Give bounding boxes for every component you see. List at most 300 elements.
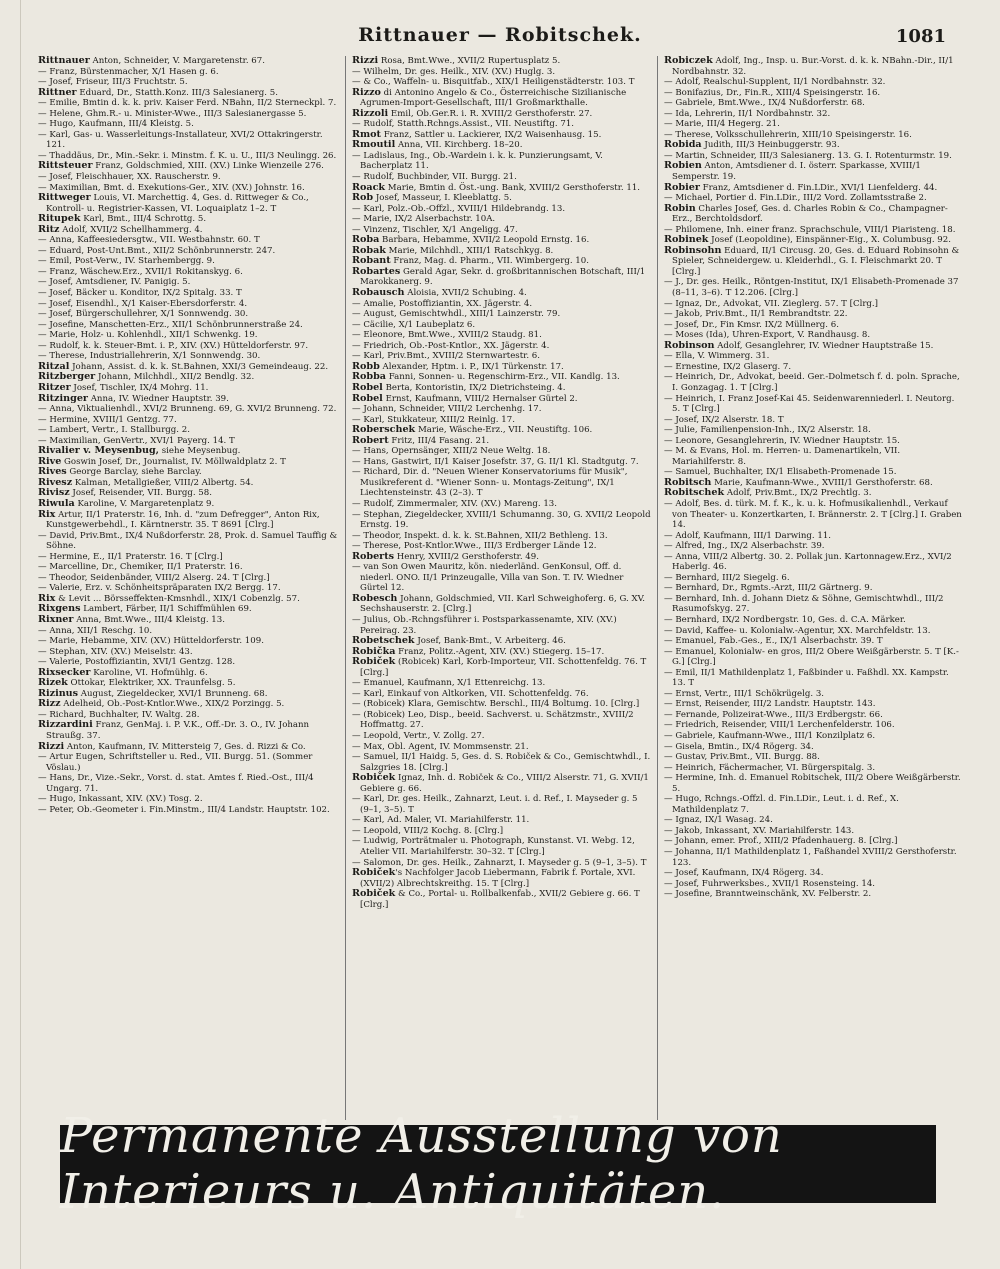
directory-entry bbox=[352, 742, 651, 753]
entry-details: — Eduard, Post-Unt.Bmt., XII/2 Schönbrunnerstr. 247. bbox=[38, 245, 276, 256]
entry-details: — Karl, Gas- u. Wasserleitungs-Installateur, XVI/2 Ottakringerstr. 121. bbox=[38, 129, 323, 151]
entry-surname: Robb bbox=[352, 360, 380, 372]
entry-surname: Rizzardini bbox=[38, 719, 93, 731]
directory-entry bbox=[664, 299, 965, 310]
entry-details: — Salomon, Dr. ges. Heilk., Zahnarzt, I. Mayseder g. 5 (9–1, 3–5). T bbox=[352, 857, 647, 868]
directory-entry bbox=[38, 119, 339, 130]
entry-surname: Robak bbox=[352, 244, 386, 256]
directory-entry bbox=[38, 277, 339, 288]
directory-entry bbox=[664, 763, 965, 774]
directory-entry bbox=[352, 235, 651, 246]
directory-entry bbox=[38, 552, 339, 563]
directory-entry bbox=[38, 467, 339, 478]
entry-details: — Stephan, Ziegeldecker, XVIII/1 Schumanng. 30, G. XVII/2 Leopold Ernstg. 19. bbox=[352, 509, 651, 531]
directory-entry bbox=[352, 594, 651, 615]
entry-details: — Hermine, Inh. d. Emanuel Robitschek, III/2 Obere Weißgärberstr. 5. bbox=[664, 773, 961, 794]
directory-entry bbox=[664, 794, 965, 815]
entry-details: — Josefine, Manschetten-Erz., XII/1 Schönbrunnerstraße 24. bbox=[38, 319, 303, 330]
directory-entry bbox=[352, 678, 651, 689]
entry-surname: Robiček bbox=[352, 772, 396, 784]
directory-entry bbox=[352, 457, 651, 468]
entry-details: Anna, VII. Kirchberg. 18–20. bbox=[395, 140, 523, 151]
directory-entry bbox=[352, 552, 651, 563]
entry-surname: Rix bbox=[38, 592, 56, 604]
entry-details: — Artur Eugen, Schriftsteller u. Red., VII. Burgg. 51. (Sommer Vöslau.) bbox=[38, 752, 313, 773]
directory-entry bbox=[352, 77, 651, 88]
directory-entry bbox=[38, 446, 339, 457]
entry-details: — Friedrich, Ob.-Post-Kntlor., XX. Jägerstr. 4. bbox=[352, 340, 550, 351]
entry-details: — Hans, Gastwirt, II/1 Kaiser Josefstr. 37, G. II/1 Kl. Stadtgutg. 7. bbox=[352, 456, 639, 467]
directory-entry bbox=[38, 604, 339, 615]
page-margin-line bbox=[20, 0, 21, 1269]
entry-details: — Josef, Fleischhauer, XX. Rauscherstr. 9. bbox=[38, 172, 221, 183]
entry-details: — Gabriele, Kaufmann-Wwe., III/1 Konzilplatz 6. bbox=[664, 731, 876, 741]
directory-entry bbox=[352, 214, 651, 225]
directory-entry bbox=[352, 615, 651, 636]
entry-details: — Lambert, Vertr., I. Stallburgg. 2. bbox=[38, 425, 190, 436]
entry-surname: Rivalier v. Meysenbug, bbox=[38, 445, 159, 457]
directory-entry bbox=[352, 225, 651, 236]
directory-entry bbox=[352, 436, 651, 447]
entry-details: Lambert, Färber, II/1 Schiffmühlen 69. bbox=[80, 604, 252, 615]
entry-details: — Philomene, Inh. einer franz. Sprachschule, VIII/1 Piaristeng. 18. bbox=[664, 224, 956, 235]
entry-details: — Gabriele, Bmt.Wwe., IX/4 Nußdorferstr. 68. bbox=[664, 98, 865, 109]
entry-details: Aloisia, XVII/2 Schubing. 4. bbox=[404, 288, 527, 299]
directory-entry bbox=[352, 446, 651, 457]
directory-entry bbox=[352, 499, 651, 510]
entry-surname: Ritzal bbox=[38, 360, 70, 372]
directory-entry bbox=[664, 183, 965, 194]
directory-entry bbox=[664, 773, 965, 794]
entry-details: Anna, IV. Wiedner Hauptstr. 39. bbox=[87, 393, 229, 404]
directory-entry bbox=[352, 467, 651, 499]
directory-entry bbox=[38, 98, 339, 109]
advertisement-banner: Permanente Ausstellung von Interieurs u. Antiquitäten. bbox=[60, 1125, 936, 1203]
entry-details: — Ernst, Reisender, III/2 Landstr. Hauptstr. 143. bbox=[664, 699, 876, 710]
entry-details: Marie, Milchhdl., XIII/1 Ratschkyg. 8. bbox=[385, 245, 554, 256]
directory-entry bbox=[38, 573, 339, 584]
directory-entry bbox=[352, 710, 651, 731]
entry-surname: Rive bbox=[38, 455, 62, 467]
directory-entry bbox=[664, 88, 965, 99]
directory-entry bbox=[352, 341, 651, 352]
directory-entry bbox=[38, 330, 339, 341]
directory-entry bbox=[352, 752, 651, 773]
column-right bbox=[658, 56, 971, 1120]
entry-details: — Marie, Holz- u. Kohlenhdl., XII/1 Schwenkg. 19. bbox=[38, 330, 258, 341]
entry-details: Ernst, Kaufmann, VIII/2 Hernalser Gürtel 2. bbox=[382, 393, 578, 404]
directory-entry bbox=[38, 109, 339, 120]
entry-surname: Robba bbox=[352, 371, 387, 383]
directory-entry bbox=[664, 193, 965, 204]
directory-entry bbox=[664, 710, 965, 721]
entry-details: — Johann, emer. Prof., XIII/2 Pfadenhauerg. 8. [Clrg.] bbox=[664, 836, 898, 847]
entry-details: — Josef, Fuhrwerksbes., XVII/1 Rosensteing. 14. bbox=[664, 878, 876, 889]
directory-entry bbox=[352, 320, 651, 331]
entry-surname: Rizek bbox=[38, 677, 68, 689]
directory-entry bbox=[664, 889, 965, 900]
entry-surname: Robiček bbox=[352, 656, 396, 668]
directory-entry bbox=[352, 731, 651, 742]
directory-entry bbox=[38, 235, 339, 246]
entry-details: — Hermine, E., II/1 Praterstr. 16. T [Clrg.] bbox=[38, 551, 223, 562]
entry-details: — (Robicek) Leo, Disp., beeid. Sachverst. u. Schätzmstr., XVIII/2 Hoffmattg. 27. bbox=[352, 709, 634, 731]
entry-surname: Robiček bbox=[352, 867, 396, 879]
entry-surname: Riwula bbox=[38, 497, 75, 509]
directory-entry bbox=[38, 425, 339, 436]
entry-details: — Cäcilie, X/1 Laubeplatz 6. bbox=[352, 319, 476, 330]
directory-entry bbox=[664, 309, 965, 320]
entry-details: — Valerie, Erz. v. Schönheitspräparaten IX/2 Bergg. 17. bbox=[38, 583, 281, 594]
entry-details: Anna, Bmt.Wwe., III/4 Kleistg. 13. bbox=[73, 614, 225, 625]
entry-details: Franz, Politz.-Agent, XIV. (XV.) Stiegerg. 15–17. bbox=[395, 646, 605, 657]
entry-surname: Robinsohn bbox=[664, 244, 722, 256]
entry-details: Adolf, Priv.Bmt., IX/2 Prechtlg. 3. bbox=[724, 488, 872, 499]
directory-entry bbox=[664, 151, 965, 162]
entry-details: Marie, Kaufmann-Wwe., XVIII/1 Gersthoferstr. 68. bbox=[711, 477, 933, 488]
entry-details: — Eleonore, Bmt.Wwe., XVIII/2 Staudg. 81. bbox=[352, 330, 542, 341]
entry-surname: Rivesz bbox=[38, 476, 73, 488]
entry-surname: Ritzberger bbox=[38, 371, 96, 383]
entry-details: George Barclay, siehe Barclay. bbox=[66, 467, 202, 478]
entry-surname: Ritupek bbox=[38, 213, 81, 225]
entry-details: — Ignaz, IX/1 Wasag. 24. bbox=[664, 815, 773, 826]
entry-surname: Rmot bbox=[352, 128, 381, 140]
directory-entry bbox=[664, 372, 965, 393]
entry-details: — Theodor, Inspekt. d. k. k. St.Bahnen, XII/2 Bethleng. 13. bbox=[352, 530, 608, 541]
directory-entry bbox=[38, 415, 339, 426]
entry-surname: Robička bbox=[352, 645, 396, 657]
directory-entry bbox=[664, 436, 965, 447]
entry-details: — Hugo, Rchngs.-Offzl. d. Fin.LDir., Leut. i. d. Ref., X. Mathildenplatz 7. bbox=[664, 794, 899, 815]
directory-entry bbox=[664, 626, 965, 637]
entry-details: Josef, Bank-Bmt., V. Arbeiterg. 46. bbox=[414, 636, 566, 647]
directory-entry bbox=[352, 88, 651, 109]
directory-entry bbox=[352, 815, 651, 826]
entry-details: — Leopold, Vertr., V. Zollg. 27. bbox=[352, 731, 485, 741]
entry-details: Johann, Assist. d. k. k. St.Bahnen, XXI/3 Gemeindeaug. 22. bbox=[69, 361, 329, 372]
entry-details: — (Robicek) Klara, Gemischtw. Berschl., III/4 Boltumg. 10. [Clrg.] bbox=[352, 699, 640, 710]
directory-entry bbox=[664, 689, 965, 700]
directory-entry bbox=[664, 119, 965, 130]
entry-details: — Moses (Ida), Uhren-Export, V. Randhausg. 8. bbox=[664, 330, 871, 341]
directory-entry bbox=[38, 77, 339, 88]
entry-details: — Josef, Dr., Fin Kmsr. IX/2 Müllnerg. 6. bbox=[664, 319, 839, 330]
entry-details: Charles Josef, Ges. d. Charles Robin & Co., Champagner-Erz., Berchtoldsdorf. bbox=[672, 203, 948, 225]
entry-surname: Rix bbox=[38, 508, 56, 520]
entry-details: — Bernhard, IX/2 Nordbergstr. 10, Ges. d. C.A. Märker. bbox=[664, 614, 906, 625]
directory-entry bbox=[352, 119, 651, 130]
entry-details: — Fernande, Polizeirat-Wwe., III/3 Erdbergstr. 66. bbox=[664, 709, 883, 720]
directory-entry bbox=[38, 794, 339, 805]
entry-details: — Johann, Schneider, VIII/2 Lerchenhg. 17. bbox=[352, 404, 542, 415]
entry-details: Kalman, Metallgießer, VIII/2 Albertg. 54. bbox=[72, 477, 254, 488]
entry-details: — Bernhard, III/2 Siegelg. 6. bbox=[664, 572, 790, 583]
entry-details: — Samuel, II/1 Haidg. 5, Ges. d. S. Robiček & Co., Gemischtwhdl., I. Salzgries 18. [Clrg.] bbox=[352, 752, 651, 773]
directory-entry bbox=[352, 351, 651, 362]
entry-details: — Rudolf, k. k. Steuer-Bmt. i. P., XIV. (XV.) Hütteldorferstr. 97. bbox=[38, 340, 309, 351]
directory-entry bbox=[352, 868, 651, 889]
directory-entry bbox=[38, 773, 339, 794]
entry-details: Anton, Schneider, V. Margaretenstr. 67. bbox=[89, 56, 265, 66]
page-header bbox=[40, 18, 960, 48]
directory-entry bbox=[38, 225, 339, 236]
entry-details: Adolf, XVII/2 Schellhammerg. 4. bbox=[59, 224, 203, 235]
directory-entry bbox=[352, 140, 651, 151]
directory-entry bbox=[664, 488, 965, 499]
entry-details: — Bonifazius, Dr., Fin.R., XIII/4 Speisingerstr. 16. bbox=[664, 87, 881, 98]
entry-surname: Robitsch bbox=[664, 476, 712, 488]
entry-surname: Robinson bbox=[664, 339, 715, 351]
entry-details: — Karl, Ad. Maler, VI. Mariahilferstr. 11. bbox=[352, 815, 530, 826]
directory-entry bbox=[664, 879, 965, 890]
directory-entry bbox=[352, 372, 651, 383]
directory-entry bbox=[664, 320, 965, 331]
entry-surname: Rittner bbox=[38, 86, 77, 98]
entry-details: & Levit ... Börsseffekten-Kmsnhdl., XIX/1 Cobenzlg. 57. bbox=[55, 593, 300, 604]
directory-entry bbox=[38, 256, 339, 267]
entry-details: — Therese, Post-Kntlor.Wwe., III/3 Erdberger Lände 12. bbox=[352, 541, 597, 552]
directory-entry bbox=[352, 404, 651, 415]
directory-entry bbox=[38, 594, 339, 605]
entry-details: — Therese, Industriallehrerin, X/1 Sonnwendg. 30. bbox=[38, 351, 261, 362]
directory-entry bbox=[664, 573, 965, 584]
entry-details: — Ludwig, Porträtmaler u. Photograph, Kunstanst. VI. Webg. 12, Atelier VII. Mariahilferstr. 30–32. T [Clrg.] bbox=[352, 836, 635, 858]
entry-details: — Jakob, Inkassant, XV. Mariahilferstr. 143. bbox=[664, 825, 855, 836]
entry-details: Karoline, VI. Hofmühlg. 6. bbox=[90, 667, 208, 678]
directory-entry bbox=[664, 415, 965, 426]
directory-entry bbox=[352, 636, 651, 647]
entry-surname: Robausch bbox=[352, 287, 405, 299]
entry-details: — Marie, IX/2 Alserbachstr. 10A. bbox=[352, 214, 496, 225]
entry-surname: Roberschek bbox=[352, 424, 416, 436]
entry-details: Judith, III/3 Heinbuggerstr. 93. bbox=[701, 140, 840, 151]
entry-details: — Max, Obl. Agent, IV. Mommsenstr. 21. bbox=[352, 741, 529, 752]
column-left bbox=[32, 56, 345, 1120]
directory-entry bbox=[664, 636, 965, 647]
entry-surname: Rittsteuer bbox=[38, 160, 93, 172]
directory-entry bbox=[352, 309, 651, 320]
entry-details: — Richard, Buchhalter, IV. Waltg. 28. bbox=[38, 709, 200, 720]
directory-entry bbox=[38, 531, 339, 552]
entry-surname: Robinek bbox=[664, 234, 709, 246]
directory-entry bbox=[38, 351, 339, 362]
entry-surname: Robert bbox=[352, 434, 389, 446]
entry-details: — Franz, Bürstenmacher, X/1 Hasen g. 6. bbox=[38, 66, 219, 77]
entry-surname: Ritzinger bbox=[38, 392, 88, 404]
entry-details: — Hugo, Kaufmann, III/4 Kleistg. 5. bbox=[38, 119, 194, 130]
entry-surname: Rixgens bbox=[38, 603, 81, 615]
entry-details: Fanni, Sonnen- u. Regenschirm-Erz., VII. Kandlg. 13. bbox=[386, 372, 620, 383]
directory-entry bbox=[664, 246, 965, 278]
directory-entry bbox=[664, 868, 965, 879]
entry-surname: Robesch bbox=[352, 592, 398, 604]
directory-entry bbox=[352, 562, 651, 594]
directory-entry bbox=[38, 583, 339, 594]
entry-details: — M. & Evans, Hol. m. Herren- u. Damenartikeln, VII. Mariahilferstr. 8. bbox=[664, 446, 901, 467]
directory-entry bbox=[664, 140, 965, 151]
column-middle bbox=[345, 56, 658, 1120]
entry-details: — Maximilian, Bmt. d. Exekutions-Ger., XIV. (XV.) Johnstr. 16. bbox=[38, 182, 305, 193]
entry-surname: Rittweger bbox=[38, 192, 91, 204]
entry-details: — Heinrich, I. Franz Josef-Kai 45. Seidenwarenniederl. I. Neutorg. 5. T [Clrg.] bbox=[664, 393, 955, 415]
entry-details: — Rudolf, Zimmermaler, XIV. (XV.) Mareng. 13. bbox=[352, 498, 557, 509]
entry-details: — Josef, Amtsdiener, IV. Panigig. 5. bbox=[38, 277, 191, 288]
entry-surname: Robier bbox=[664, 181, 700, 193]
directory-entry bbox=[38, 299, 339, 310]
entry-details: — Karl, Polz.-Ob.-Offzl., XVIII/1 Hildebrandg. 13. bbox=[352, 203, 566, 214]
entry-surname: Robel bbox=[352, 381, 383, 393]
directory-entry bbox=[38, 562, 339, 573]
directory-entry bbox=[352, 531, 651, 542]
directory-entry bbox=[352, 362, 651, 373]
entry-details: — Stephan, XIV. (XV.) Meiselstr. 43. bbox=[38, 646, 193, 657]
entry-details: — Rudolf, Buchbinder, VII. Burgg. 21. bbox=[352, 172, 517, 183]
entry-surname: Roba bbox=[352, 234, 380, 246]
entry-details: Adolf, Gesanglehrer, IV. Wiedner Hauptstraße 15. bbox=[714, 340, 934, 351]
entry-details: Rosa, Bmt.Wwe., XVII/2 Rupertusplatz 5. bbox=[378, 56, 561, 66]
directory-entry bbox=[352, 204, 651, 215]
directory-entry bbox=[664, 836, 965, 847]
directory-entry bbox=[38, 130, 339, 151]
entry-surname: Rittnauer bbox=[38, 56, 90, 66]
directory-entry bbox=[664, 826, 965, 837]
directory-entry bbox=[664, 731, 965, 742]
directory-entry bbox=[664, 56, 965, 77]
directory-entry bbox=[664, 351, 965, 362]
entry-details: Goswin Josef, Dr., Journalist, IV. Möllwaldplatz 2. T bbox=[61, 456, 286, 467]
entry-details: — Karl, Priv.Bmt., XVIII/2 Sternwartestr. 6. bbox=[352, 351, 540, 362]
entry-details: — Anna, Viktualienhdl., XVI/2 Brunneng. 69, G. XVI/2 Brunneng. 72. bbox=[38, 404, 337, 415]
entry-details: — Gustav, Priv.Bmt., VII. Burgg. 88. bbox=[664, 752, 820, 763]
entry-details: Fritz, III/4 Fasang. 21. bbox=[388, 435, 490, 446]
entry-details: Artur, II/1 Praterstr. 16, Inh. d. "zum Defregger", Anton Rix, Kunstgewerbehdl., I. Kärntnerstr. 35. T 8691 [Clrg.] bbox=[46, 509, 320, 531]
directory-entry bbox=[352, 647, 651, 658]
entry-details: Josef, Tischler, IX/4 Mohrg. 11. bbox=[70, 382, 209, 393]
directory-entry bbox=[38, 488, 339, 499]
entry-details: 's Nachfolger Jacob Liebermann, Fabrik f. Portale, XVI. (XVII/2) Albrechtskreithg. 15. T [Clrg.] bbox=[360, 868, 636, 889]
entry-surname: Rizzi bbox=[352, 56, 379, 66]
directory-entry bbox=[352, 299, 651, 310]
entry-details: Johann, Goldschmied, VII. Karl Schweighoferg. 6, G. XV. Sechshauserstr. 2. [Clrg.] bbox=[360, 593, 646, 615]
directory-entry bbox=[38, 288, 339, 299]
entry-details: — Josef, Kaufmann, IX/4 Rögerg. 34. bbox=[664, 868, 824, 879]
entry-details: — Franz, Wäschew.Erz., XVII/1 Rokitanskyg. 6. bbox=[38, 266, 243, 277]
entry-details: — Adolf, Bes. d. türk. M. f. K., k. u. k. Hofmusikalienhdl., Verkauf von Theater- u. Konzertkarten, I. Brännerstr. 2. T [Clrg.] I. Graben 14. bbox=[664, 498, 962, 531]
directory-entry bbox=[352, 699, 651, 710]
directory-entry bbox=[38, 372, 339, 383]
entry-details: Ignaz, Inh. d. Robiček & Co., VIII/2 Alserstr. 71, G. XVII/1 Gebiere g. 66. bbox=[360, 773, 649, 794]
entry-details: — Theodor, Seidenbänder, VIII/2 Alserg. 24. T [Clrg.] bbox=[38, 572, 270, 583]
entry-surname: Robin bbox=[664, 202, 696, 214]
directory-entry bbox=[38, 699, 339, 710]
entry-details: — Friedrich, Reisender, VIII/1 Lerchenfelderstr. 106. bbox=[664, 720, 895, 731]
directory-entry bbox=[38, 499, 339, 510]
directory-entry bbox=[38, 404, 339, 415]
entry-details: Alexander, Hptm. i. P., IX/1 Türkenstr. 17. bbox=[379, 361, 564, 372]
entry-details: — Emil, II/1 Mathildenplatz 1, Faßbinder u. Faßhdl. XX. Kampstr. 13. T bbox=[664, 667, 949, 689]
entry-details: — David, Priv.Bmt., IX/4 Nußdorferstr. 28, Prok. d. Samuel Tauffig & Söhne. bbox=[38, 530, 338, 552]
entry-details: — Josef, IX/2 Alserstr. 18. T bbox=[664, 414, 784, 425]
directory-columns bbox=[32, 56, 972, 1120]
directory-entry bbox=[38, 678, 339, 689]
directory-entry bbox=[38, 246, 339, 257]
directory-entry bbox=[664, 341, 965, 352]
directory-entry bbox=[664, 615, 965, 626]
entry-surname: Rmoutil bbox=[352, 139, 396, 151]
entry-details: — Michael, Portier d. Fin.LDir., III/2 Vord. Zollamtsstraße 2. bbox=[664, 193, 927, 204]
entry-details: Eduard, II/1 Circusg. 20, Ges. d. Eduard Robinsohn & Spieler, Schneidergew. u. Kleiderhdl., G. I. Fleischmarkt 20. T [Clrg.] bbox=[672, 245, 960, 277]
entry-details: — Josefine, Branntweinschänk, XV. Felberstr. 2. bbox=[664, 889, 872, 900]
entry-details: — Hans, Dr., Vize.-Sekr., Vorst. d. stat. Amtes f. Ried.-Ost., III/4 Ungarg. 71. bbox=[38, 773, 314, 794]
entry-surname: Robiczek bbox=[664, 56, 713, 66]
entry-details: (Robicek) Karl, Korb-Importeur, VII. Schottenfeldg. 76. T [Clrg.] bbox=[360, 657, 647, 678]
directory-entry bbox=[664, 130, 965, 141]
directory-entry bbox=[38, 636, 339, 647]
directory-entry bbox=[38, 668, 339, 679]
directory-entry bbox=[38, 172, 339, 183]
entry-details: Josef, Reisender, VII. Burgg. 58. bbox=[69, 488, 212, 499]
directory-entry bbox=[352, 889, 651, 910]
entry-details: — Samuel, Buchhalter, IX/1 Elisabeth-Promenade 15. bbox=[664, 467, 897, 478]
entry-details: — Emanuel, Fab.-Ges., E., IX/1 Alserbachstr. 39. T bbox=[664, 636, 883, 647]
entry-details: — Helene, Ghm.R.- u. Minister-Wwe., III/3 Salesianergasse 5. bbox=[38, 108, 307, 119]
entry-surname: Rizzoli bbox=[352, 107, 389, 119]
entry-details: August, Ziegeldecker, XVI/1 Brunneng. 68. bbox=[78, 688, 268, 699]
directory-entry bbox=[664, 647, 965, 668]
entry-surname: Rizzi bbox=[38, 740, 65, 752]
directory-entry bbox=[352, 836, 651, 857]
entry-details: — Wilhelm, Dr. ges. Heilk., XIV. (XV.) Huglg. 3. bbox=[352, 66, 556, 77]
entry-details: — Rudolf, Statth.Rchngs.Assist., VII. Neustiftg. 71. bbox=[352, 119, 575, 130]
directory-entry bbox=[38, 88, 339, 99]
entry-surname: Rixsecker bbox=[38, 666, 91, 678]
entry-details: — Ladislaus, Ing., Ob.-Wardein i. k. k. Punzierungsamt, V. Bacherplatz 11. bbox=[352, 150, 603, 172]
directory-entry bbox=[664, 552, 965, 573]
entry-details: — Vinzenz, Tischler, X/1 Angeligg. 47. bbox=[352, 224, 518, 235]
directory-entry bbox=[352, 657, 651, 678]
directory-entry bbox=[352, 172, 651, 183]
page-number: 1081 bbox=[895, 26, 946, 47]
directory-entry bbox=[38, 193, 339, 214]
directory-entry bbox=[664, 815, 965, 826]
directory-entry bbox=[352, 267, 651, 288]
entry-details: Barbara, Hebamme, XVII/2 Leopold Ernstg. 16. bbox=[379, 235, 590, 246]
directory-entry bbox=[664, 583, 965, 594]
entry-details: — Karl, Einkauf von Altkorken, VII. Schottenfeldg. 76. bbox=[352, 688, 589, 699]
entry-surname: Robida bbox=[664, 139, 702, 151]
entry-details: — Emilie, Bmtin d. k. k. priv. Kaiser Ferd. NBahn, II/2 Sterneckpl. 7. bbox=[38, 98, 337, 109]
entry-surname: Roberts bbox=[352, 550, 395, 562]
directory-entry bbox=[664, 752, 965, 763]
entry-details: — Martin, Schneider, III/3 Salesianerg. 13. G. I. Rotenturmstr. 19. bbox=[664, 150, 952, 161]
entry-details: — Anna, Kaffeesiedersgtw., VII. Westbahnstr. 60. T bbox=[38, 235, 260, 246]
directory-entry bbox=[38, 478, 339, 489]
directory-entry bbox=[352, 183, 651, 194]
directory-entry bbox=[38, 626, 339, 637]
entry-details: — Thaddäus, Dr., Min.-Sekr. i. Minstm. f. K. u. U., III/3 Neulingg. 26. bbox=[38, 150, 337, 161]
entry-details: siehe Meysenbug. bbox=[159, 446, 241, 457]
entry-details: Anton, Amtsdiener d. I. österr. Sparkasse, XVIII/1 Semperstr. 19. bbox=[672, 161, 921, 183]
entry-details: Marie, Wäsche-Erz., VII. Neustiftg. 106. bbox=[415, 425, 593, 436]
directory-entry bbox=[352, 541, 651, 552]
directory-entry bbox=[352, 510, 651, 531]
running-head: Rittnauer — Robitschek. bbox=[358, 24, 642, 46]
directory-entry bbox=[352, 383, 651, 394]
entry-details: — Josef, Friseur, III/3 Fruchtstr. 5. bbox=[38, 77, 188, 88]
entry-details: — Jakob, Priv.Bmt., II/1 Rembrandtstr. 22. bbox=[664, 309, 848, 320]
directory-entry bbox=[664, 425, 965, 436]
